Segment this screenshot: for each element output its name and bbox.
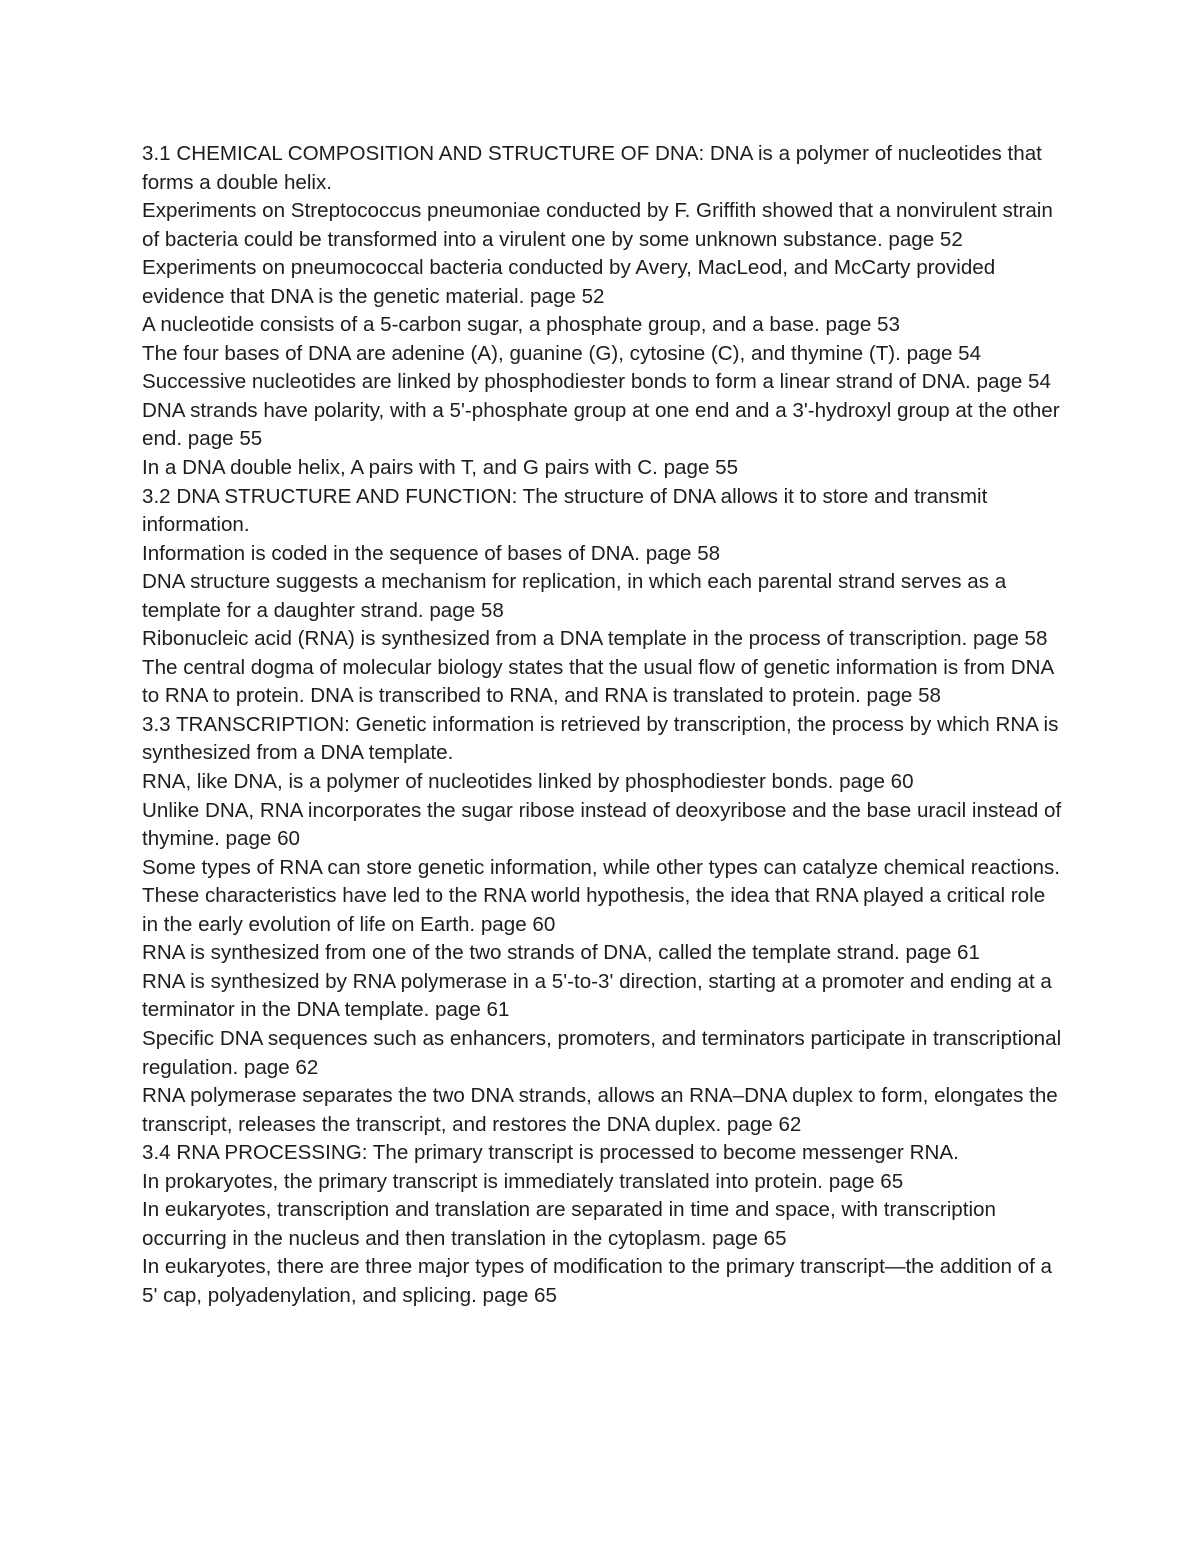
document-page [142, 140, 1062, 1310]
paragraph: The four bases of DNA are adenine (A), guanine (G), cytosine (C), and thymine (T). page 54 [142, 341, 982, 365]
paragraph: Information is coded in the sequence of bases of DNA. page 58 [142, 541, 721, 565]
paragraph: In eukaryotes, there are three major types of modification to the primary transcript—the addition of a 5' cap, polyadenylation, and splicing. page 65 [142, 1255, 1053, 1307]
paragraph: Specific DNA sequences such as enhancers, promoters, and terminators participate in transcriptional regulation. page 62 [142, 1026, 1062, 1079]
paragraph: Unlike DNA, RNA incorporates the sugar ribose instead of deoxyribose and the base uracil instead of thymine. page 60 [142, 798, 1062, 851]
paragraph: In eukaryotes, transcription and translation are separated in time and space, with transcription occurring in the nucleus and then translation in the cytoplasm. page 65 [142, 1198, 996, 1250]
paragraph: In prokaryotes, the primary transcript is immediately translated into protein. page 65 [142, 1169, 904, 1193]
paragraph: Successive nucleotides are linked by phosphodiester bonds to form a linear strand of DNA. page 54 [142, 370, 1051, 394]
paragraph: In a DNA double helix, A pairs with T, and G pairs with C. page 55 [142, 456, 739, 480]
section-heading-3-1: 3.1 CHEMICAL COMPOSITION AND STRUCTURE OF DNA: DNA is a polymer of nucleotides that forms a double helix. [142, 142, 1042, 194]
paragraph: A nucleotide consists of a 5-carbon sugar, a phosphate group, and a base. page 53 [142, 313, 900, 337]
paragraph: Ribonucleic acid (RNA) is synthesized from a DNA template in the process of transcription. page 58 [142, 627, 1048, 651]
paragraph: Some types of RNA can store genetic information, while other types can catalyze chemical reactions. These characteristics have led to the RNA world hypothesis, the idea that RNA played a critical role in the early evolution of life on Earth. page 60 [142, 855, 1061, 936]
section-heading-3-2: 3.2 DNA STRUCTURE AND FUNCTION: The structure of DNA allows it to store and transmit information. [142, 484, 988, 537]
paragraph: Experiments on Streptococcus pneumoniae conducted by F. Griffith showed that a nonvirulent strain of bacteria could be transformed into a virulent one by some unknown substance. page 52 [142, 199, 1053, 251]
paragraph: The central dogma of molecular biology states that the usual flow of genetic information is from DNA to RNA to protein. DNA is transcribed to RNA, and RNA is translated to protein. page 58 [142, 655, 1054, 708]
section-heading-3-3: 3.3 TRANSCRIPTION: Genetic information is retrieved by transcription, the process by which RNA is synthesized from a DNA template. [142, 712, 1059, 765]
paragraph: DNA structure suggests a mechanism for replication, in which each parental strand serves as a template for a daughter strand. page 58 [142, 570, 1007, 622]
paragraph: RNA, like DNA, is a polymer of nucleotides linked by phosphodiester bonds. page 60 [142, 770, 914, 794]
paragraph: RNA is synthesized by RNA polymerase in a 5'-to-3' direction, starting at a promoter and ending at a terminator in the DNA template. page 61 [142, 969, 1052, 1022]
section-heading-3-4: 3.4 RNA PROCESSING: The primary transcript is processed to become messenger RNA. [142, 1141, 959, 1165]
paragraph: Experiments on pneumococcal bacteria conducted by Avery, MacLeod, and McCarty provided evidence that DNA is the genetic material. page 52 [142, 256, 996, 308]
paragraph: RNA polymerase separates the two DNA strands, allows an RNA–DNA duplex to form, elongates the transcript, releases the transcript, and restores the DNA duplex. page 62 [142, 1084, 1058, 1136]
paragraph: RNA is synthesized from one of the two strands of DNA, called the template strand. page 61 [142, 941, 980, 965]
paragraph: DNA strands have polarity, with a 5'-phosphate group at one end and a 3'-hydroxyl group at the other end. page 55 [142, 398, 1060, 451]
